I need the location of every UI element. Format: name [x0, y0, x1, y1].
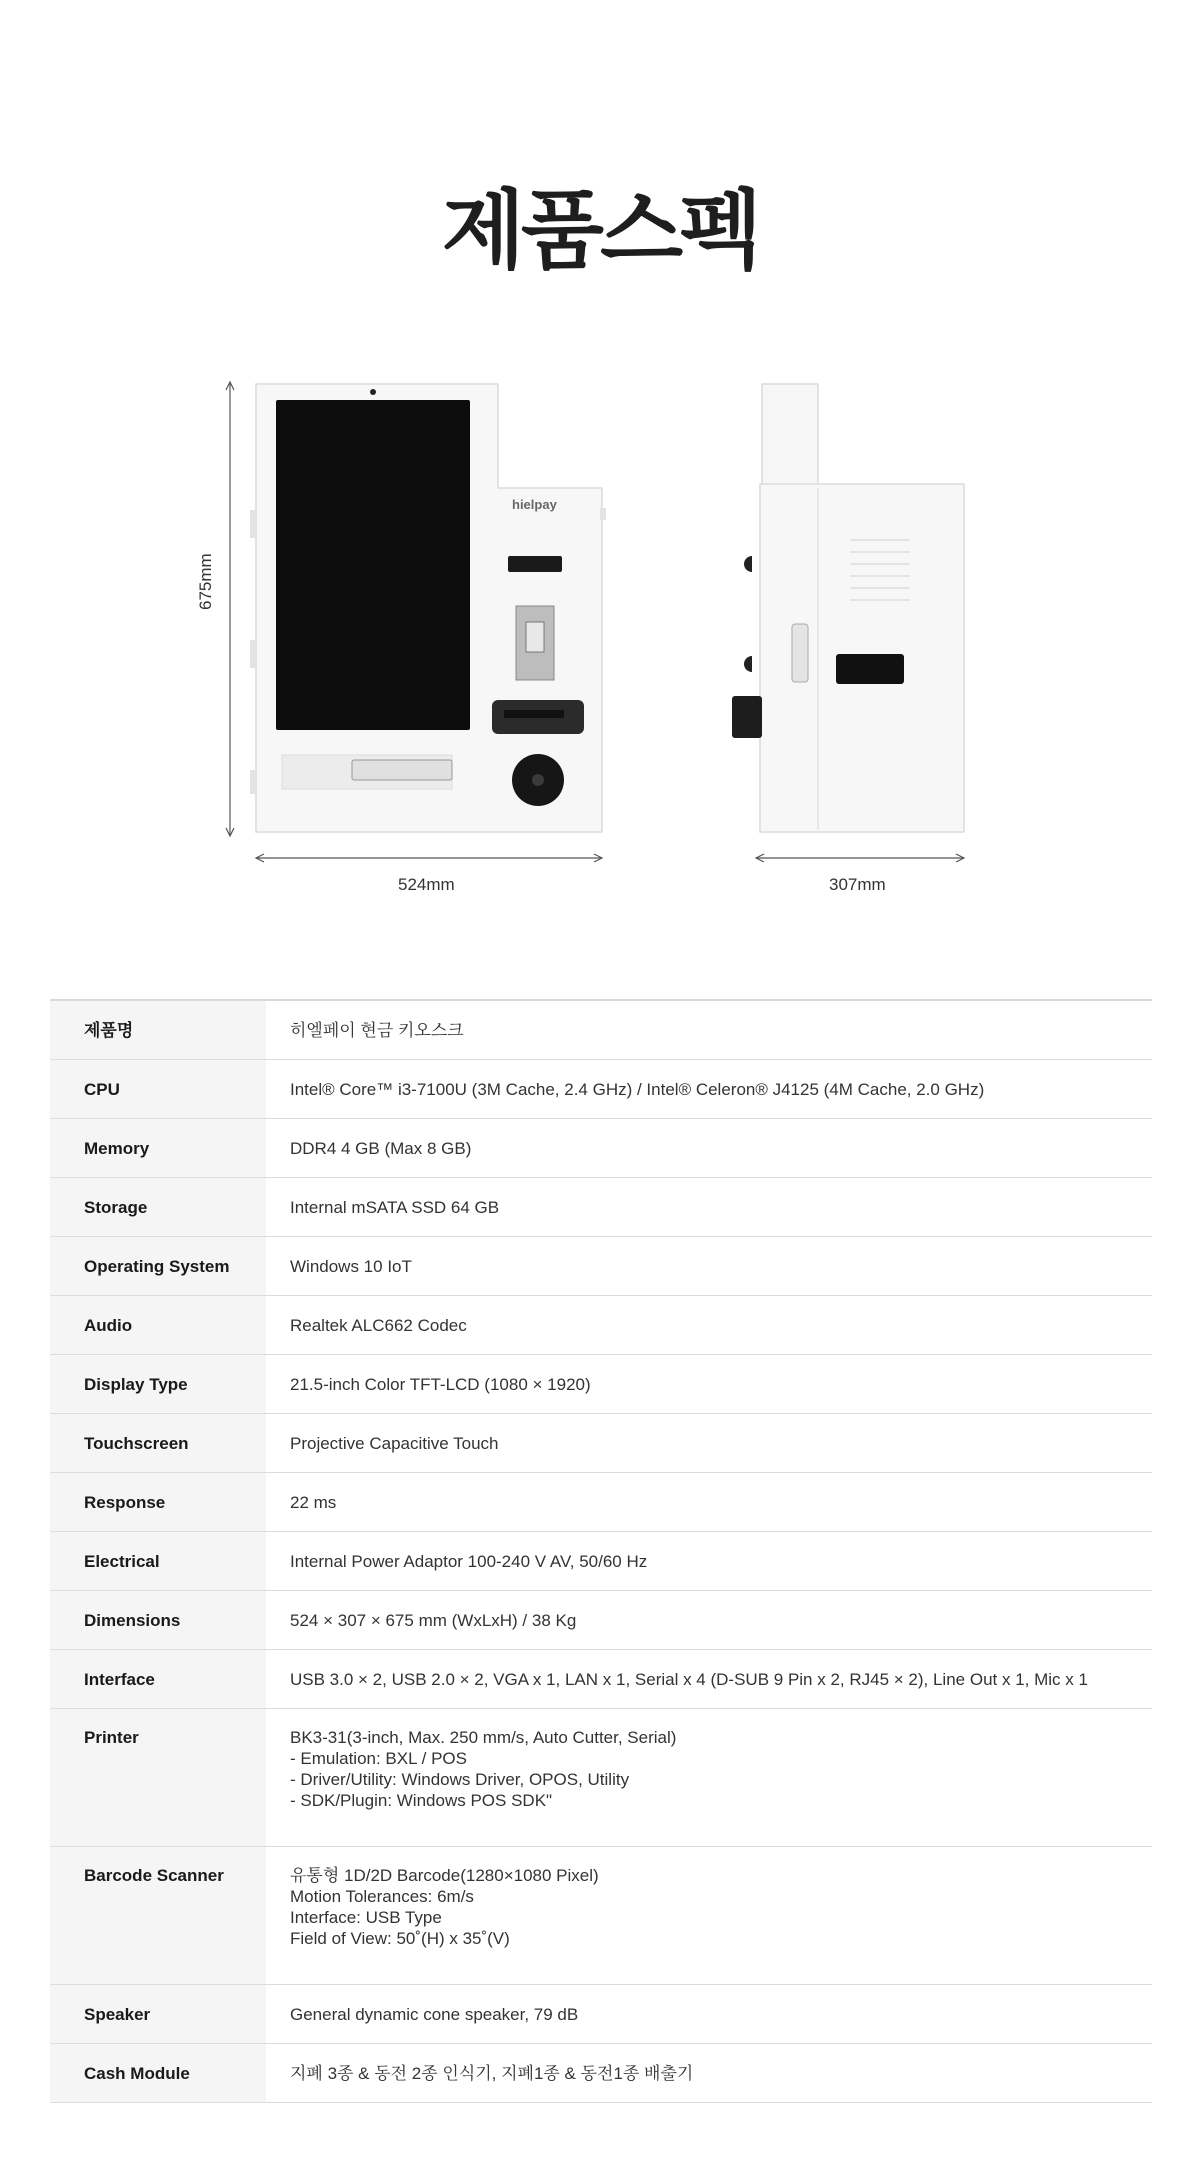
- spec-value: [266, 1296, 1152, 1355]
- spec-row: [50, 1000, 1152, 1060]
- spec-value-line: 21.5-inch Color TFT-LCD (1080 × 1920): [290, 1374, 591, 1394]
- spec-value: [266, 1178, 1152, 1237]
- spec-row: [50, 1650, 1152, 1709]
- spec-row: [50, 1709, 1152, 1847]
- spec-value: [266, 1591, 1152, 1650]
- kiosk-brand-logo: hielpay: [512, 497, 557, 512]
- spec-value: [266, 1000, 1152, 1060]
- spec-row: [50, 1532, 1152, 1591]
- side-width-dimension-label: 307mm: [829, 875, 886, 894]
- spec-value-line: Internal Power Adaptor 100-240 V AV, 50/60 Hz: [290, 1551, 648, 1571]
- spec-row: [50, 1414, 1152, 1473]
- spec-value: [266, 1709, 1152, 1847]
- spec-value-line: Realtek ALC662 Codec: [290, 1315, 467, 1335]
- spec-key: Cash Module: [50, 2044, 266, 2103]
- spec-value: [266, 1650, 1152, 1709]
- spec-key: Dimensions: [50, 1591, 266, 1650]
- spec-key: Response: [50, 1473, 266, 1532]
- spec-row: [50, 1296, 1152, 1355]
- spec-key: Printer: [50, 1709, 266, 1847]
- spec-key: CPU: [50, 1060, 266, 1119]
- spec-key: Barcode Scanner: [50, 1847, 266, 1985]
- spec-value-line: Windows 10 IoT: [290, 1256, 412, 1276]
- spec-value: [266, 1237, 1152, 1296]
- spec-value-line: 524 × 307 × 675 mm (WxLxH) / 38 Kg: [290, 1610, 577, 1630]
- spec-table: [50, 999, 1152, 2103]
- spec-value-line: DDR4 4 GB (Max 8 GB): [290, 1138, 472, 1158]
- spec-value-line: Interface: USB Type: [290, 1908, 442, 1927]
- spec-row: [50, 1355, 1152, 1414]
- spec-value: [266, 1473, 1152, 1532]
- spec-value: [266, 1847, 1152, 1985]
- spec-value-line: Projective Capacitive Touch: [290, 1433, 499, 1453]
- spec-key: Storage: [50, 1178, 266, 1237]
- spec-value: [266, 2044, 1152, 2103]
- spec-value-line: BK3-31(3-inch, Max. 250 mm/s, Auto Cutter, Serial): [290, 1728, 677, 1747]
- spec-row: [50, 1119, 1152, 1178]
- spec-value-line: Motion Tolerances: 6m/s: [290, 1887, 474, 1906]
- spec-value: [266, 1119, 1152, 1178]
- spec-value-line: - Emulation: BXL / POS: [290, 1749, 467, 1768]
- spec-value-line: 히엘페이 현금 키오스크: [290, 1020, 464, 1040]
- spec-value-line: 22 ms: [290, 1492, 337, 1512]
- spec-value-line: General dynamic cone speaker, 79 dB: [290, 2004, 579, 2024]
- spec-key: Touchscreen: [50, 1414, 266, 1473]
- spec-key: Speaker: [50, 1985, 266, 2044]
- spec-value: [266, 1985, 1152, 2044]
- spec-value: [266, 1532, 1152, 1591]
- product-dimension-figure: [0, 370, 1200, 910]
- spec-value: [266, 1355, 1152, 1414]
- spec-key: Display Type: [50, 1355, 266, 1414]
- spec-row: [50, 1591, 1152, 1650]
- spec-table-body: [50, 1000, 1152, 2103]
- front-width-dimension-label: 524mm: [398, 875, 455, 894]
- spec-row: [50, 1847, 1152, 1985]
- spec-value: [266, 1414, 1152, 1473]
- spec-row: [50, 1178, 1152, 1237]
- spec-value-line: 지폐 3종 & 동전 2종 인식기, 지폐1종 & 동전1종 배출기: [290, 2063, 694, 2083]
- page-title: 제품스펙: [441, 181, 759, 281]
- spec-row: [50, 1473, 1152, 1532]
- spec-row: [50, 2044, 1152, 2103]
- kiosk-illustration: [0, 370, 1200, 910]
- spec-value-line: - Driver/Utility: Windows Driver, OPOS, Utility: [290, 1770, 630, 1789]
- spec-value-line: USB 3.0 × 2, USB 2.0 × 2, VGA x 1, LAN x 1, Serial x 4 (D-SUB 9 Pin x 2, RJ45 × 2), Line Out x 1, Mic x 1: [290, 1669, 1088, 1689]
- height-dimension-label: 675mm: [196, 553, 215, 610]
- spec-value-line: Intel® Core™ i3-7100U (3M Cache, 2.4 GHz) / Intel® Celeron® J4125 (4M Cache, 2.0 GHz): [290, 1079, 985, 1099]
- spec-key: Interface: [50, 1650, 266, 1709]
- spec-value-line: - SDK/Plugin: Windows POS SDK": [290, 1791, 553, 1810]
- spec-row: [50, 1237, 1152, 1296]
- spec-row: [50, 1060, 1152, 1119]
- spec-row: [50, 1985, 1152, 2044]
- spec-value: [266, 1060, 1152, 1119]
- kiosk-side-view: [732, 384, 964, 832]
- spec-key: Memory: [50, 1119, 266, 1178]
- spec-value-line: 유통형 1D/2D Barcode(1280×1080 Pixel): [290, 1866, 599, 1885]
- spec-key: Electrical: [50, 1532, 266, 1591]
- spec-value-line: Internal mSATA SSD 64 GB: [290, 1197, 500, 1217]
- spec-value-line: Field of View: 50˚(H) x 35˚(V): [290, 1929, 510, 1948]
- spec-key: Audio: [50, 1296, 266, 1355]
- spec-key: Operating System: [50, 1237, 266, 1296]
- spec-key: 제품명: [50, 1000, 266, 1060]
- kiosk-front-view: [250, 384, 606, 832]
